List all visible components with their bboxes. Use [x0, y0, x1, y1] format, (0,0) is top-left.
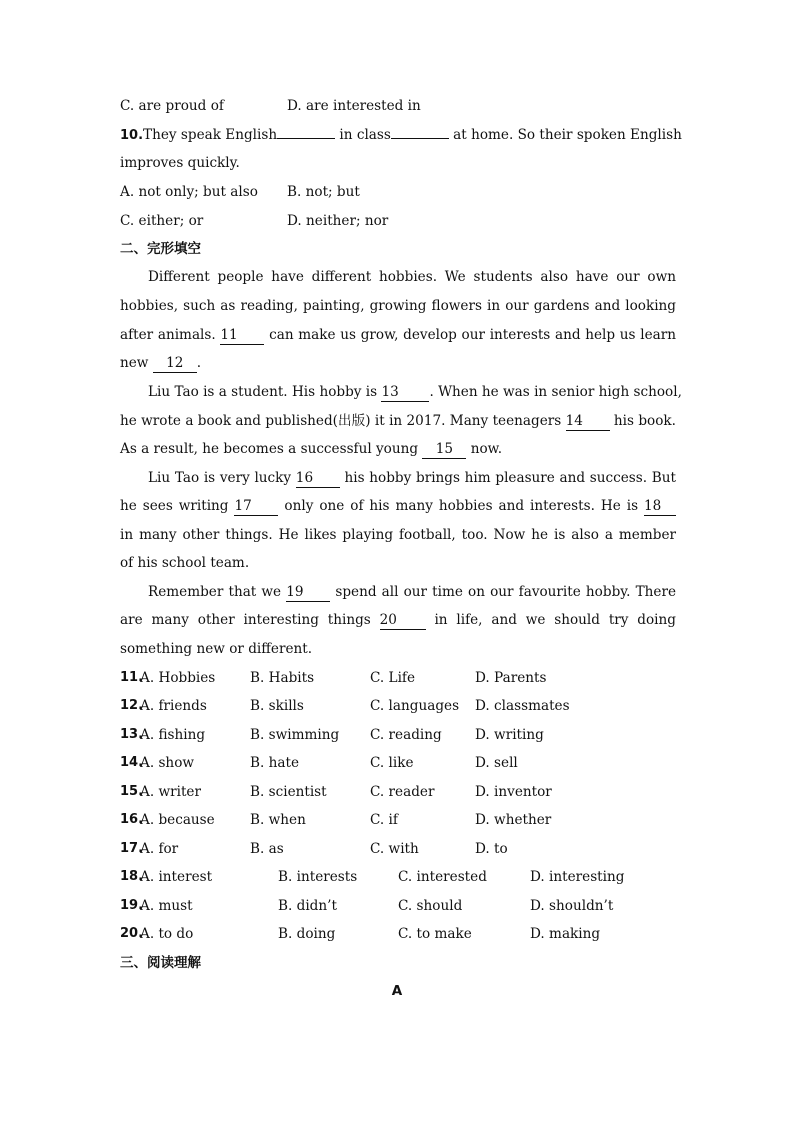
blank-17[interactable]: 17: [234, 498, 278, 516]
option-d[interactable]: D. whether: [475, 812, 552, 828]
question-number: 12.: [120, 698, 144, 713]
text: now.: [466, 441, 503, 457]
blank-19[interactable]: 19: [286, 584, 330, 602]
question-row: [120, 895, 676, 917]
q10-text-2: in class: [335, 127, 391, 143]
question-row: [120, 809, 676, 831]
option-c[interactable]: C. interested: [398, 869, 487, 885]
option-b[interactable]: B. as: [250, 841, 284, 857]
option-d[interactable]: D. classmates: [475, 698, 570, 714]
blank-12[interactable]: 12: [153, 355, 197, 373]
passage-p2-line1: [148, 381, 682, 403]
q10-stem: [120, 124, 682, 146]
passage-p1-line4: [120, 352, 676, 374]
option-b[interactable]: B. scientist: [250, 784, 327, 800]
q10-stem-line2: improves quickly.: [120, 155, 240, 171]
section-3-title: 三、阅读理解: [120, 955, 201, 971]
question-number: 13.: [120, 727, 144, 742]
q9-option-d: D. are interested in: [287, 98, 421, 114]
blank-14[interactable]: 14: [566, 413, 610, 431]
q9-options-cd: [120, 95, 676, 117]
passage-p3-line3: in many other things. He likes playing football, too. Now he is also a member: [120, 527, 676, 543]
blank-15[interactable]: 15: [422, 441, 466, 459]
option-c[interactable]: C. to make: [398, 926, 472, 942]
text: his book.: [609, 413, 676, 429]
option-d[interactable]: D. making: [530, 926, 601, 942]
question-row: [120, 667, 676, 689]
passage-p4-line2: [120, 609, 676, 631]
question-number: 16.: [120, 812, 144, 827]
question-row: [120, 781, 676, 803]
question-number: 15.: [120, 784, 144, 799]
option-a[interactable]: A. writer: [140, 784, 201, 800]
option-c[interactable]: C. if: [370, 812, 398, 828]
option-b[interactable]: B. interests: [278, 869, 358, 885]
option-d[interactable]: D. interesting: [530, 869, 625, 885]
option-d[interactable]: D. shouldn’t: [530, 898, 614, 914]
question-row: [120, 724, 676, 746]
option-a[interactable]: A. Hobbies: [140, 670, 216, 686]
q10-text-1: They speak English: [143, 127, 278, 143]
text: his hobby brings him pleasure and success. But: [339, 470, 676, 486]
option-a[interactable]: A. friends: [140, 698, 207, 714]
passage-p1-line2: hobbies, such as reading, painting, growing flowers in our gardens and looking: [120, 298, 676, 314]
blank-20[interactable]: 20: [380, 612, 426, 630]
option-d[interactable]: D. Parents: [475, 670, 547, 686]
question-row: [120, 752, 676, 774]
text: .: [196, 355, 202, 371]
option-c[interactable]: C. reading: [370, 727, 442, 743]
q10-blank-1: [277, 138, 335, 139]
question-row: [120, 923, 676, 945]
option-b[interactable]: B. swimming: [250, 727, 340, 743]
text: after animals.: [120, 327, 221, 343]
text: Liu Tao is a student. His hobby is: [148, 384, 382, 400]
option-c[interactable]: C. like: [370, 755, 414, 771]
text: he sees writing: [120, 498, 235, 514]
option-b[interactable]: B. Habits: [250, 670, 315, 686]
passage-p4-line3: something new or different.: [120, 641, 313, 657]
question-number: 14.: [120, 755, 144, 770]
option-a[interactable]: A. because: [140, 812, 215, 828]
text: . When he was in senior high school,: [429, 384, 682, 400]
text: can make us grow, develop our interests and help us learn: [264, 327, 676, 343]
passage-p3-line2: [120, 495, 676, 517]
option-a[interactable]: A. must: [140, 898, 193, 914]
passage-p4-line1: [148, 581, 676, 603]
option-a[interactable]: A. to do: [140, 926, 194, 942]
passage-p2-line2: [120, 410, 676, 432]
q10-option-c: C. either; or: [120, 213, 204, 229]
question-number: 17.: [120, 841, 144, 856]
text: Remember that we: [148, 584, 287, 600]
option-d[interactable]: D. writing: [475, 727, 544, 743]
q10-text-3: at home. So their spoken English: [448, 127, 682, 143]
option-a[interactable]: A. show: [140, 755, 195, 771]
text: are many other interesting things: [120, 612, 380, 628]
option-d[interactable]: D. inventor: [475, 784, 552, 800]
option-b[interactable]: B. doing: [278, 926, 336, 942]
q10-option-d: D. neither; nor: [287, 213, 389, 229]
passage-p1-line3: [120, 324, 676, 346]
option-c[interactable]: C. should: [398, 898, 463, 914]
option-d[interactable]: D. to: [475, 841, 508, 857]
blank-13[interactable]: 13: [381, 384, 429, 402]
passage-p1-line1: Different people have different hobbies. We students also have our own: [148, 269, 676, 285]
passage-a-label: A: [391, 983, 403, 999]
text: As a result, he becomes a successful young: [120, 441, 423, 457]
option-d[interactable]: D. sell: [475, 755, 518, 771]
q10-number: 10.: [120, 128, 144, 143]
blank-18[interactable]: 18: [644, 498, 676, 516]
option-c[interactable]: C. with: [370, 841, 419, 857]
option-a[interactable]: A. interest: [140, 869, 213, 885]
text: in life, and we should try doing: [425, 612, 676, 628]
question-row: [120, 838, 676, 860]
passage-p2-line3: [120, 438, 676, 460]
passage-p3-line4: of his school team.: [120, 555, 250, 571]
question-row: [120, 866, 676, 888]
text: spend all our time on our favourite hobby. There: [330, 584, 677, 600]
q10-options-cd: [120, 210, 676, 232]
blank-16[interactable]: 16: [296, 470, 340, 488]
option-c[interactable]: C. languages: [370, 698, 460, 714]
question-number: 18.: [120, 869, 144, 884]
q9-option-c: C. are proud of: [120, 98, 224, 114]
q10-option-a: A. not only; but also: [120, 184, 258, 200]
q10-option-b: B. not; but: [287, 184, 360, 200]
passage-p3-line1: [148, 467, 676, 489]
text: he wrote a book and published(出版) it in 2017. Many teenagers: [120, 413, 566, 429]
question-number: 20.: [120, 926, 144, 941]
option-b[interactable]: B. didn’t: [278, 898, 337, 914]
option-c[interactable]: C. reader: [370, 784, 435, 800]
option-c[interactable]: C. Life: [370, 670, 416, 686]
option-a[interactable]: A. for: [140, 841, 179, 857]
section-2-title: 二、完形填空: [120, 241, 201, 257]
text: only one of his many hobbies and interests. He is: [278, 498, 644, 514]
option-b[interactable]: B. skills: [250, 698, 304, 714]
question-row: [120, 695, 676, 717]
question-number: 19.: [120, 898, 144, 913]
option-a[interactable]: A. fishing: [140, 727, 206, 743]
text: Liu Tao is very lucky: [148, 470, 296, 486]
question-number: 11.: [120, 670, 144, 685]
text: new: [120, 355, 153, 371]
q10-options-ab: [120, 181, 676, 203]
option-b[interactable]: B. hate: [250, 755, 299, 771]
blank-11[interactable]: 11: [220, 327, 264, 345]
q10-blank-2: [391, 138, 449, 139]
option-b[interactable]: B. when: [250, 812, 306, 828]
